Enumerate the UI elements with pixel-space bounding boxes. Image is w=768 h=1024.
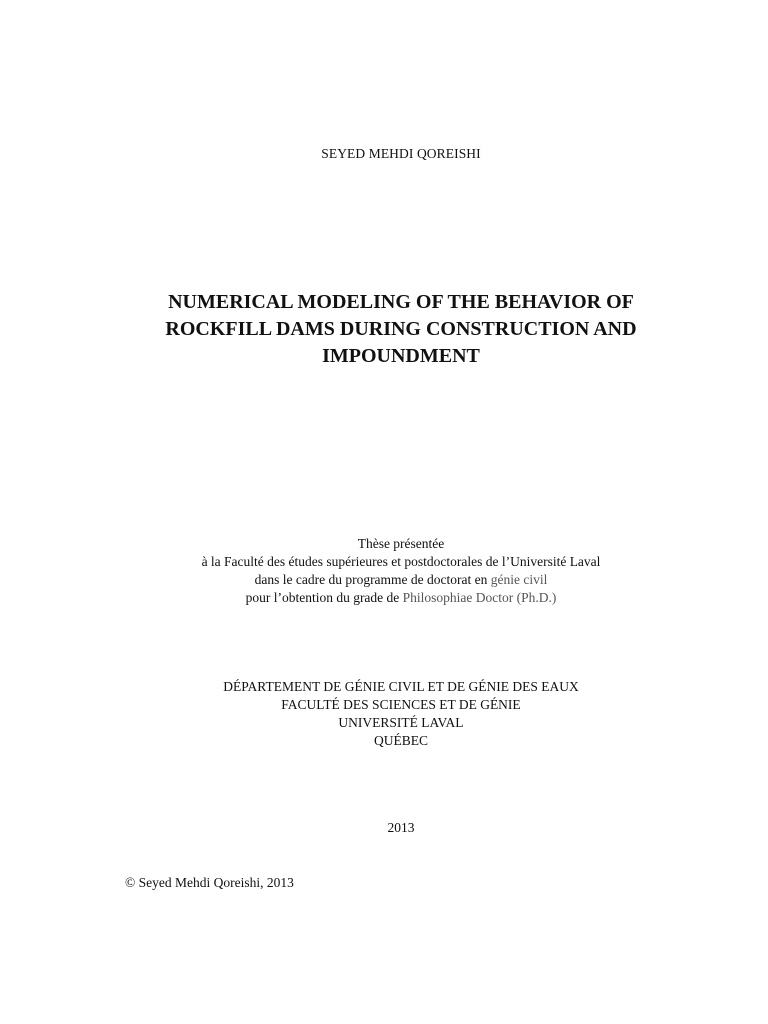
copyright-notice: © Seyed Mehdi Qoreishi, 2013 bbox=[125, 875, 294, 890]
program-name: génie civil bbox=[490, 572, 548, 587]
thesis-line-4-prefix: pour l’obtention du grade de bbox=[245, 590, 403, 605]
year: 2013 bbox=[387, 820, 415, 835]
thesis-line-3 bbox=[0, 571, 768, 589]
university-line: UNIVERSITÉ LAVAL bbox=[338, 715, 464, 730]
title-line-2: ROCKFILL DAMS DURING CONSTRUCTION AND bbox=[165, 318, 637, 340]
thesis-line-4 bbox=[0, 589, 768, 607]
thesis-line-3-prefix: dans le cadre du programme de doctorat en bbox=[254, 572, 491, 587]
department-line: DÉPARTEMENT DE GÉNIE CIVIL ET DE GÉNIE DES EAUX bbox=[223, 679, 579, 694]
degree-name: Philosophiae Doctor (Ph.D.) bbox=[402, 590, 557, 605]
thesis-line-2: à la Faculté des études supérieures et postdoctorales de l’Université Laval bbox=[201, 554, 601, 569]
title-line-1: NUMERICAL MODELING OF THE BEHAVIOR OF bbox=[168, 291, 634, 313]
city-line: QUÉBEC bbox=[374, 733, 428, 748]
thesis-statement bbox=[0, 535, 768, 607]
thesis-line-1: Thèse présentée bbox=[357, 536, 445, 551]
institution-block bbox=[0, 678, 768, 750]
thesis-title bbox=[0, 289, 768, 370]
faculty-line: FACULTÉ DES SCIENCES ET DE GÉNIE bbox=[281, 697, 521, 712]
title-line-3: IMPOUNDMENT bbox=[322, 345, 480, 367]
author-name: SEYED MEHDI QOREISHI bbox=[321, 146, 481, 161]
